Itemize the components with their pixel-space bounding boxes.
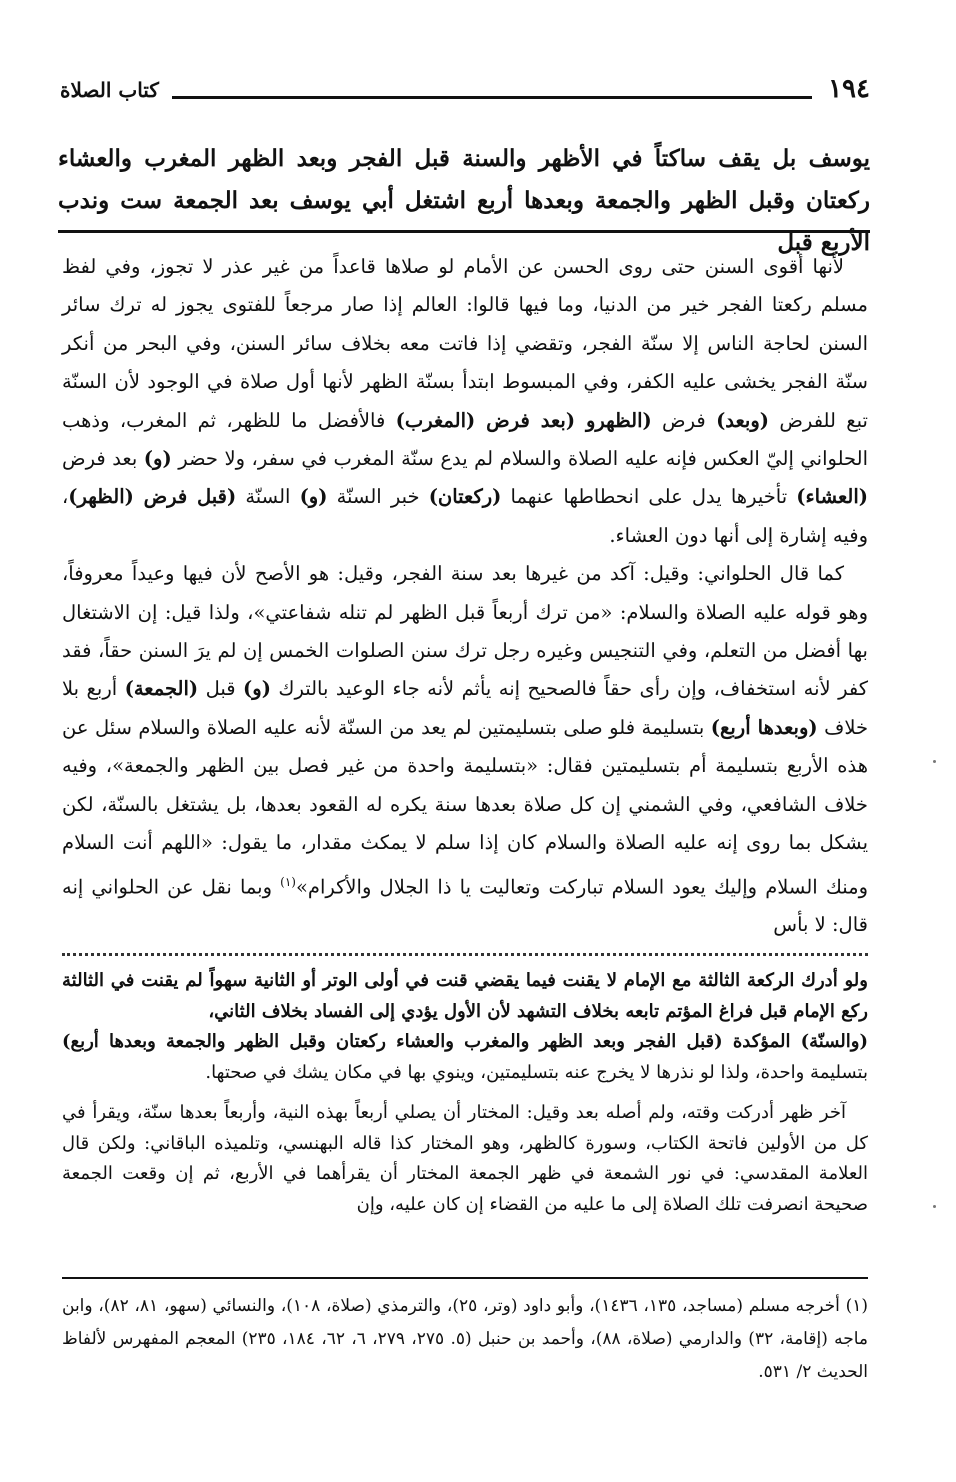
commentary-text: قبل — [198, 677, 244, 701]
quoted-term: (و) — [243, 677, 271, 701]
commentary-divider — [62, 953, 868, 956]
footnote-divider — [62, 1277, 868, 1279]
commentary — [62, 248, 868, 945]
commentary-text: أربع بلا خلاف — [62, 677, 869, 739]
commentary-text: لأنها أقوى السنن حتى روى الحسن عن الأمام لو صلاها قاعداً من غير عذر لا تجوز، وفي لفظ مسلم ركعتا الفجر خير من الدنيا، وما فيها قالوا: العالم إذا صار مرجعاً للفتوى يجوز له ترك سائر السنن لحاجة الناس إلا سنّة الفجر، وتقضي إذا فاتت معه بخلاف سائر السنن، وفي البحر من أنكر سنّة الفجر يخشى عليه الكفر، وفي المبسوط ابتدأ بسنّة الظهر لأنها أول صلاة في الوجود لأن السنّة تبع للفرض — [62, 255, 868, 432]
quoted-term: (وبعد) — [716, 408, 770, 432]
gloss-paragraph — [62, 1027, 868, 1088]
quoted-term: (ركعتان) — [428, 485, 502, 509]
footnote: (١) أخرجه مسلم (مساجد، ١٣٥، ١٤٣٦)، وأبو داود (وتر، ٢٥)، والترمذي (صلاة، ١٠٨)، والنسائي (سهو، ٨١، ٨٢)، وابن ماجه (إقامة، ٣٢) والدارمي (صلاة، ٨٨)، وأحمد بن حنبل (٥. ٢٧٥، ٢٧٩، ٦، ٦٢، ١٨٤، ٢٣٥) المعجم المفهرس لألفاظ الحديث ٢/ ٥٣١. — [62, 1296, 869, 1382]
quoted-term: (وبعدها أربع) — [710, 715, 818, 739]
gloss-paragraph: آخر ظهر أدركت وقته، ولم أصله بعد وقيل: المختار أن يصلي أربعاً بهذه النية، وأربعاً بعدها سنّة، ويقرأ في كل من الأولين فاتحة الكتاب، وسورة كالظهر، وهو المختار كذا قاله البهنسي، وتلميذه الباقاني: ولكن قال العلامة المقدسي: في نور الشمعة في ظهر الجمعة المختار أن يقرأهما في الأربع، ثم إن وقعت الجمعة صحيحة انصرفت تلك الصلاة إلى ما عليه من القضاء إن كان عليه، وإن — [62, 1102, 868, 1215]
commentary-text: خبر السنّة — [327, 485, 429, 509]
commentary-text: فالأفضل ما للظهر، ثم المغرب، وذهب الحلواني إليّ العكس فإنه عليه الصلاة والسلام لم يدع سنّة المغرب في سفر، ولا حضر — [62, 408, 868, 471]
gloss-text: بتسليمة واحدة، ولذا لو نذرها لا يخرج عنه بتسليمتين، وينوي بها في مكان يشك في صحتها. — [205, 1061, 868, 1083]
running-header — [60, 74, 870, 110]
commentary-text: ، وفيه إشارة إلى أنها دون العشاء. — [62, 485, 868, 547]
quoted-term: (و) — [299, 485, 328, 509]
quoted-term: (قبل فرض (الظهر) — [68, 485, 237, 509]
commentary-text: فرض — [651, 408, 717, 432]
commentary-text: تأخيرها يدل على انحطاطها عنهما — [501, 485, 797, 509]
book-title: كتاب الصلاة — [60, 78, 159, 102]
marginal-gloss — [62, 966, 868, 1220]
quoted-term: (الجمعة) — [124, 677, 199, 701]
main-text: يوسف بل يقف ساكتاً في الأظهر والسنة قبل الفجر وبعد الظهر المغرب والعشاء ركعتان وقبل الظهر والجمعة وبعدها أربع اشتغل أبي يوسف بعد الجمعة ست وندب الأربع قبل — [58, 145, 870, 256]
main-text-divider — [58, 230, 870, 233]
header-rule — [172, 96, 812, 99]
margin-speck — [933, 760, 936, 763]
commentary-text: وبما نقل عن الحلواني إنه قال: لا بأس — [62, 875, 868, 937]
commentary-text: كما قال الحلواني: وقيل: آكد من غيرها بعد سنة الفجر، وقيل: هو الأصح لأن فيها وعيداً معروفاً، وهو قوله عليه الصلاة والسلام: «من ترك أربعاً قبل الظهر لم تنله شفاعتي»، ولذا قيل: إن الاشتغال بها أفضل من التعلم، وفي التنجيس وغيره رجل ترك سنن الصلوات الخمس إن لم يرَ السنن حقاً، فقد كفر لأنه استخفاف، وإن رأى حقاً فالصحيح إنه يأثم لأنه جاء الوعيد بالترك — [62, 562, 868, 701]
footnote-reference: (١) — [280, 874, 296, 889]
commentary-text: بعد فرض — [62, 447, 144, 471]
commentary-text: بتسليمة فلو صلى بتسليمتين لم يعد من السنّة لأنه عليه الصلاة والسلام سئل عن هذه الأربع بتسليمة أم بتسليمتين فقال: «بتسليمة واحدة من غير فصل بين الظهر والجمعة»، وفيه خلاف الشافعي، وفي الشمني إن كل صلاة بعدها سنة يكره له القعود بعدها، بل يشتغل بالسنّة، لكن يشكل بما روى إنه عليه الصلاة والسلام كان إذا سلم لا يمكث مقدار، ما يقول: «اللهم أنت السلام ومنك السلام وإليك يعود السلام تباركت وتعاليت يا ذا الجلال والأكرام» — [62, 715, 868, 898]
gloss-paragraph: ولو أدرك الركعة الثالثة مع الإمام لا يقنت فيما يقضي قنت في أولى الوتر أو الثانية سهواً لم يقنت في الثالثة ركع الإمام قبل فراغ المؤتم تابعه بخلاف التشهد لأن الأول يؤدي إلى الفساد بخلاف الثاني، — [62, 970, 868, 1022]
quoted-term: (و) — [143, 447, 172, 471]
page-number: ١٩٤ — [828, 74, 870, 104]
commentary-paragraph — [62, 248, 868, 555]
gloss-quoted-matn: (والسنّة) المؤكدة (قبل الفجر وبعد الظهر والمغرب والعشاء ركعتان وقبل الظهر والجمعة وبعدها أربع) — [62, 1031, 868, 1052]
commentary-text: السنّة — [236, 485, 300, 509]
gloss-spacer — [62, 1088, 868, 1098]
quoted-term: (العشاء) — [796, 485, 869, 509]
margin-speck — [933, 1205, 936, 1208]
commentary-paragraph — [62, 555, 868, 945]
quoted-term: (الظهرو (بعد فرض (المغرب) — [395, 408, 652, 432]
